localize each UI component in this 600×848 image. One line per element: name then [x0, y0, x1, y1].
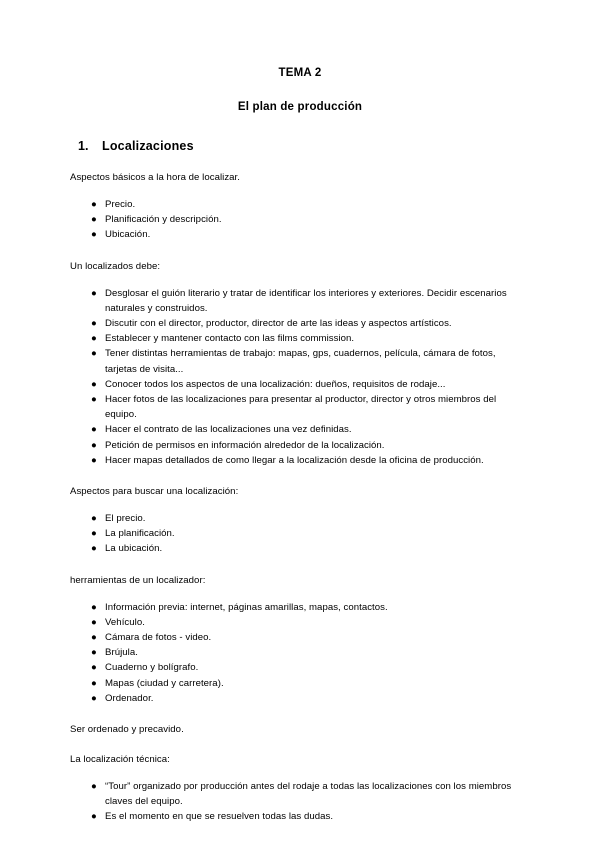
bullet-icon: ●	[91, 632, 97, 644]
list-item-text: Petición de permisos en información alrededor de la localización.	[105, 439, 385, 451]
list-item-text: Información previa: internet, páginas amarillas, mapas, contactos.	[105, 601, 388, 613]
paragraph-localizacion-tecnica: La localización técnica:	[70, 754, 170, 766]
list-item	[70, 286, 530, 316]
bullet-icon: ●	[91, 781, 97, 793]
paragraph-localizador: Un localizados debe:	[70, 260, 161, 272]
list-item	[70, 212, 530, 227]
paragraph-aspectos-buscar: Aspectos para buscar una localización:	[70, 486, 239, 498]
list-item	[70, 392, 530, 422]
paragraph-herramientas: herramientas de un localizador:	[70, 574, 206, 586]
bullet-icon: ●	[91, 454, 97, 466]
bullet-icon: ●	[91, 229, 97, 241]
bullet-icon: ●	[91, 677, 97, 689]
list-item-text: Establecer y mantener contacto con las films commission.	[105, 333, 355, 345]
list-item	[70, 600, 530, 615]
list-item-text: Ubicación.	[105, 229, 151, 241]
bullet-icon: ●	[91, 528, 97, 540]
list-item	[70, 453, 530, 468]
list-item	[70, 630, 530, 645]
document-title: TEMA 2	[278, 67, 322, 79]
list-item-text: Tener distintas herramientas de trabajo: mapas, gps, cuadernos, película, cámara de fotos, tarjetas de visita...	[105, 348, 496, 375]
bullet-icon: ●	[91, 692, 97, 704]
list-item	[70, 197, 530, 212]
list-aspectos-buscar	[70, 511, 530, 557]
list-item-text: Cuaderno y bolígrafo.	[105, 662, 199, 674]
bullet-icon: ●	[91, 647, 97, 659]
list-item	[70, 511, 530, 526]
list-item-text: “Tour” organizado por producción antes del rodaje a todas las localizaciones con los miembros claves del equipo.	[105, 781, 512, 808]
list-item-text: La planificación.	[105, 528, 175, 540]
list-item-text: Hacer el contrato de las localizaciones una vez definidas.	[105, 424, 352, 436]
list-item-text: Precio.	[105, 199, 136, 210]
list-item-text: Desglosar el guión literario y tratar de identificar los interiores y exteriores. Decidir escenarios naturales y construidos.	[105, 287, 507, 314]
list-item-text: El precio.	[105, 513, 146, 525]
list-item	[70, 316, 530, 331]
list-item-text: Discutir con el director, productor, director de arte las ideas y aspectos artísticos.	[105, 318, 452, 330]
list-item-text: Hacer fotos de las localizaciones para presentar al productor, director y otros miembros del equipo.	[105, 394, 497, 421]
list-localizacion-tecnica	[70, 779, 530, 825]
bullet-icon: ●	[91, 513, 97, 525]
list-item-text: La ubicación.	[105, 543, 163, 555]
bullet-icon: ●	[91, 543, 97, 555]
paragraph-intro: Aspectos básicos a la hora de localizar.	[70, 172, 240, 183]
section-number: 1.	[78, 139, 89, 153]
list-item	[70, 615, 530, 630]
bullet-icon: ●	[91, 811, 97, 823]
section-title: Localizaciones	[102, 139, 194, 153]
list-item	[70, 779, 530, 809]
list-item	[70, 377, 530, 392]
list-item	[70, 645, 530, 660]
list-aspectos-basicos	[70, 197, 530, 243]
list-item	[70, 660, 530, 675]
list-item	[70, 438, 530, 453]
list-item-text: Vehículo.	[105, 616, 145, 628]
list-item-text: Es el momento en que se resuelven todas las dudas.	[105, 811, 334, 823]
list-item-text: Mapas (ciudad y carretera).	[105, 677, 224, 689]
list-item	[70, 331, 530, 346]
list-herramientas	[70, 600, 530, 706]
paragraph-ordenado: Ser ordenado y precavido.	[70, 724, 184, 736]
bullet-icon: ●	[91, 348, 97, 360]
list-item-text: Brújula.	[105, 647, 138, 659]
bullet-icon: ●	[91, 378, 97, 390]
bullet-icon: ●	[91, 287, 97, 299]
list-item-text: Conocer todos los aspectos de una localización: dueños, requisitos de rodaje...	[105, 378, 446, 390]
section-heading-localizaciones	[70, 138, 530, 154]
list-item	[70, 227, 530, 242]
document-subtitle: El plan de producción	[237, 101, 363, 113]
bullet-icon: ●	[91, 214, 97, 226]
bullet-icon: ●	[91, 601, 97, 613]
bullet-icon: ●	[91, 318, 97, 330]
bullet-icon: ●	[91, 394, 97, 406]
bullet-icon: ●	[91, 616, 97, 628]
list-item-text: Ordenador.	[105, 692, 154, 704]
list-item	[70, 809, 530, 824]
bullet-icon: ●	[91, 333, 97, 345]
bullet-icon: ●	[91, 439, 97, 451]
list-item	[70, 676, 530, 691]
bullet-icon: ●	[91, 199, 97, 210]
list-item	[70, 691, 530, 706]
list-item	[70, 526, 530, 541]
list-item-text: Hacer mapas detallados de como llegar a la localización desde la oficina de producción.	[105, 454, 484, 466]
list-item	[70, 541, 530, 556]
bullet-icon: ●	[91, 662, 97, 674]
list-item	[70, 346, 530, 376]
list-item-text: Cámara de fotos - video.	[105, 632, 212, 644]
list-item	[70, 422, 530, 437]
list-localizador-debe	[70, 286, 530, 468]
bullet-icon: ●	[91, 424, 97, 436]
list-item-text: Planificación y descripción.	[105, 214, 222, 226]
